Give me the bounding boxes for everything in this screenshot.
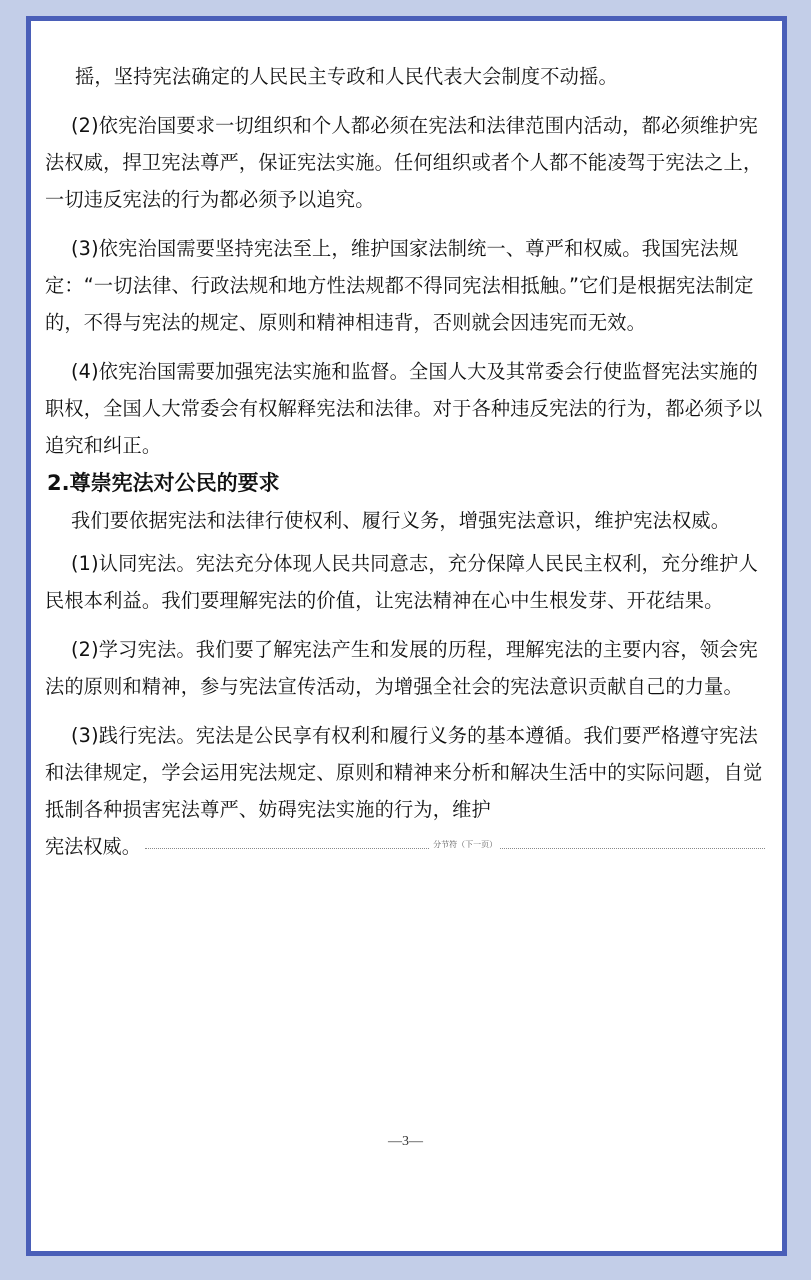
section-break-label: 分节符（下一页） <box>430 840 500 850</box>
document-body <box>45 58 765 865</box>
paragraph-intro: 我们要依据宪法和法律行使权利、履行义务，增强宪法意识，维护宪法权威。 <box>71 509 731 532</box>
paragraph-continuation: 摇，坚持宪法确定的人民民主专政和人民代表大会制度不动摇。 <box>75 65 618 88</box>
paragraph-2: (2)依宪治国要求一切组织和个人都必须在宪法和法律范围内活动，都必须维护宪法权威，捍卫宪法尊严，保证宪法实施。任何组织或者个人都不能凌驾于宪法之上，一切违反宪法的行为都必须予以追究。 <box>45 114 763 211</box>
section-break-dotted-rule <box>145 840 765 849</box>
paragraph-4: (4)依宪治国需要加强宪法实施和监督。全国人大及其常委会行使监督宪法实施的职权，全国人大常委会有权解释宪法和法律。对于各种违反宪法的行为，都必须予以追究和纠正。 <box>45 360 763 457</box>
paragraph-practice-constitution: (3)践行宪法。宪法是公民享有权利和履行义务的基本遵循。我们要严格遵守宪法和法律规定，学会运用宪法规定、原则和精神来分析和解决生活中的实际问题，自觉抵制各种损害宪法尊严、妨碍宪法实施的行为，维护 <box>45 724 763 821</box>
page-number: —3— <box>388 1134 423 1149</box>
paragraph-learn-constitution: (2)学习宪法。我们要了解宪法产生和发展的历程，理解宪法的主要内容，领会宪法的原则和精神，参与宪法宣传活动，为增强全社会的宪法意识贡献自己的力量。 <box>45 638 758 698</box>
section-break-line <box>45 828 765 865</box>
paragraph-3: (3)依宪治国需要坚持宪法至上，维护国家法制统一、尊严和权威。我国宪法规定：“一切法律、行政法规和地方性法规都不得同宪法相抵触。”它们是根据宪法制定的，不得与宪法的规定、原则和精神相违背，否则就会因违宪而无效。 <box>45 237 754 334</box>
section-heading: 2.尊崇宪法对公民的要求 <box>47 471 280 495</box>
paragraph-identify-constitution: (1)认同宪法。宪法充分体现人民共同意志，充分保障人民民主权利，充分维护人民根本利益。我们要理解宪法的价值，让宪法精神在心中生根发芽、开花结果。 <box>45 552 758 612</box>
paragraph-tail: 宪法权威。 <box>45 835 141 858</box>
